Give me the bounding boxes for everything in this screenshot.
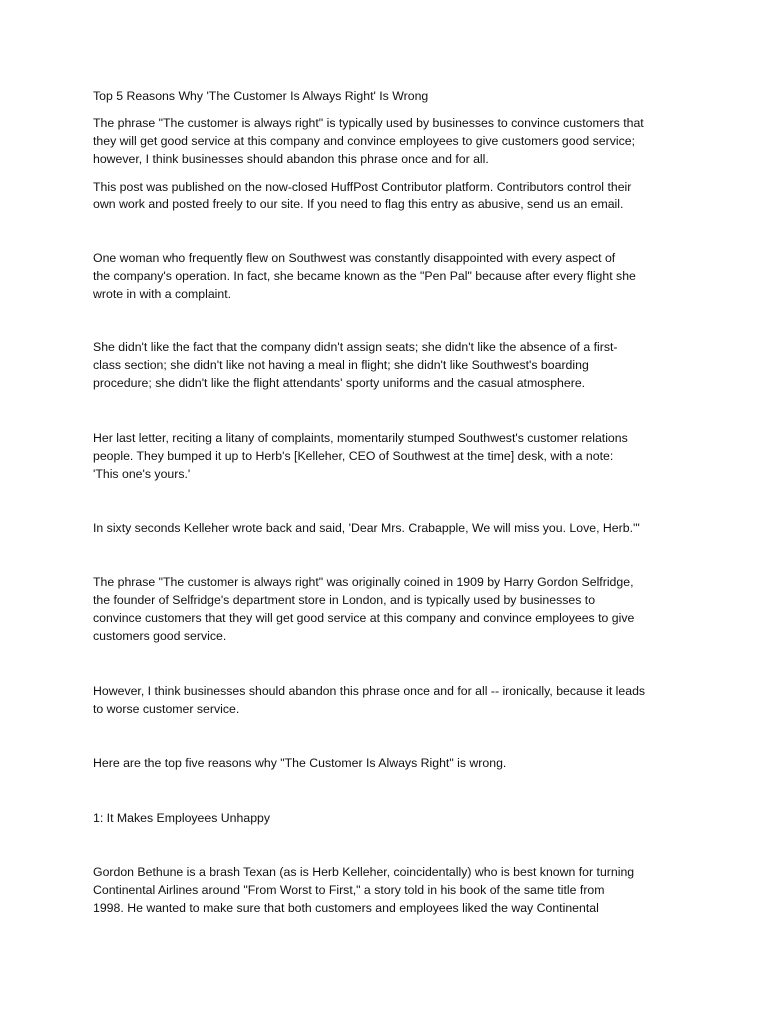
- paragraph-line: procedure; she didn't like the flight attendants' sporty uniforms and the casual atmosphere.: [93, 376, 586, 390]
- paragraph-line: they will get good service at this company and convince employees to give customers good service;: [93, 134, 636, 148]
- paragraph-line: Gordon Bethune is a brash Texan (as is Herb Kelleher, coincidentally) who is best known for turning: [93, 865, 635, 879]
- paragraph-line: The phrase "The customer is always right" was originally coined in 1909 by Harry Gordon Selfridge,: [93, 575, 634, 589]
- paragraph-line: wrote in with a complaint.: [93, 287, 232, 301]
- paragraph-line: Here are the top five reasons why "The Customer Is Always Right" is wrong.: [93, 756, 507, 770]
- paragraph-line: This post was published on the now-closed HuffPost Contributor platform. Contributors control their: [93, 180, 632, 194]
- paragraph-line: to worse customer service.: [93, 702, 240, 716]
- paragraph-line: She didn't like the fact that the company didn't assign seats; she didn't like the absence of a first-: [93, 340, 618, 354]
- paragraph-line: own work and posted freely to our site. If you need to flag this entry as abusive, send us an email.: [93, 197, 624, 211]
- paragraph-line: 1998. He wanted to make sure that both customers and employees liked the way Continental: [93, 901, 599, 915]
- paragraph-line: the company's operation. In fact, she became known as the "Pen Pal" because after every flight she: [93, 269, 636, 283]
- paragraph-line: convince customers that they will get good service at this company and convince employees to give: [93, 611, 635, 625]
- paragraph-line: the founder of Selfridge's department store in London, and is typically used by businesses to: [93, 593, 596, 607]
- paragraph-line: Continental Airlines around "From Worst to First," a story told in his book of the same title from: [93, 883, 605, 897]
- paragraph-line: However, I think businesses should abandon this phrase once and for all -- ironically, because it leads: [93, 684, 646, 698]
- paragraph-line: however, I think businesses should abandon this phrase once and for all.: [93, 152, 489, 166]
- document-title: Top 5 Reasons Why 'The Customer Is Always Right' Is Wrong: [93, 89, 429, 103]
- paragraph-line: The phrase "The customer is always right" is typically used by businesses to convince customers that: [93, 116, 644, 130]
- section-heading: 1: It Makes Employees Unhappy: [93, 811, 271, 825]
- paragraph-line: Her last letter, reciting a litany of complaints, momentarily stumped Southwest's customer relations: [93, 431, 628, 445]
- paragraph-line: One woman who frequently flew on Southwest was constantly disappointed with every aspect of: [93, 251, 616, 265]
- paragraph-line: class section; she didn't like not having a meal in flight; she didn't like Southwest's boarding: [93, 358, 589, 372]
- paragraph-line: In sixty seconds Kelleher wrote back and said, 'Dear Mrs. Crabapple, We will miss you. Love, Herb.'": [93, 521, 640, 535]
- paragraph-line: customers good service.: [93, 629, 227, 643]
- paragraph-line: 'This one's yours.': [93, 467, 191, 481]
- paragraph-line: people. They bumped it up to Herb's [Kelleher, CEO of Southwest at the time] desk, with a note:: [93, 449, 614, 463]
